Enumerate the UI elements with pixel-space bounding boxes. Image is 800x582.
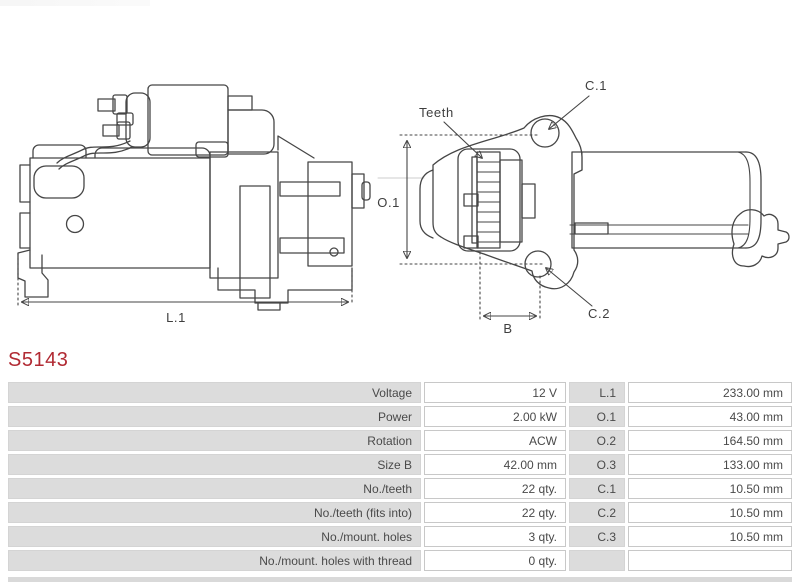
spec-value-1: 12 V [424, 382, 566, 403]
bolt-boss [240, 186, 270, 298]
spec-table [8, 382, 792, 574]
clutch-step [522, 184, 535, 218]
callout-c2 [546, 268, 610, 321]
o1-label: O.1 [377, 195, 400, 210]
teeth-label: Teeth [419, 105, 454, 120]
dimension-b [484, 316, 536, 336]
mount-hole-c1 [531, 119, 559, 147]
c2-label: C.2 [588, 306, 611, 321]
armature-shaft [570, 223, 748, 234]
spec-label-1: No./teeth (fits into) [8, 502, 421, 523]
starter-side-view-diagram [18, 85, 370, 325]
rear-flange [18, 165, 48, 297]
small-hole [330, 248, 338, 256]
spec-value-1: 22 qty. [424, 478, 566, 499]
b-label: B [503, 321, 513, 336]
spec-value-1: 3 qty. [424, 526, 566, 547]
l1-label: L.1 [166, 310, 186, 325]
spec-value-2: 10.50 mm [628, 502, 792, 523]
solenoid-step [228, 96, 252, 110]
callout-teeth [419, 105, 482, 158]
mounting-foot [218, 268, 352, 303]
spec-value-2 [628, 550, 792, 571]
c1-label: C.1 [585, 78, 608, 93]
part-number: S5143 [8, 349, 69, 371]
yoke-hole [67, 216, 84, 233]
spec-value-1: 42.00 mm [424, 454, 566, 475]
spec-label-2: C.3 [569, 526, 625, 547]
spec-label-1: No./teeth [8, 478, 421, 499]
housing-band-upper [280, 182, 340, 196]
spec-label-1: Voltage [8, 382, 421, 403]
spec-table-body [8, 382, 792, 571]
motor-yoke [30, 158, 210, 268]
technical-diagrams [0, 40, 800, 345]
spec-value-1: ACW [424, 430, 566, 451]
spec-value-1: 2.00 kW [424, 406, 566, 427]
spec-row [8, 406, 792, 427]
dimension-o1 [377, 141, 407, 258]
spec-label-2: O.2 [569, 430, 625, 451]
housing-seam [278, 136, 314, 158]
spec-label-2: C.2 [569, 502, 625, 523]
spec-row [8, 502, 792, 523]
spec-label-2 [569, 550, 625, 571]
solenoid-bracket [228, 110, 274, 154]
starter-front-view-diagram [377, 78, 789, 336]
next-row-partial [8, 577, 792, 582]
solenoid-body [148, 85, 228, 155]
callout-c1 [549, 78, 607, 129]
screen-capture-artifact [0, 0, 150, 6]
spec-value-2: 10.50 mm [628, 478, 792, 499]
nose-tip [362, 182, 370, 200]
spec-label-1: Power [8, 406, 421, 427]
spec-value-1: 22 qty. [424, 502, 566, 523]
spec-row [8, 454, 792, 475]
clutch-body [500, 160, 522, 242]
bracket-bump [420, 170, 433, 238]
spec-row [8, 430, 792, 451]
pinion-gear [464, 152, 500, 248]
spec-label-1: Rotation [8, 430, 421, 451]
spec-row [8, 526, 792, 547]
spec-label-2: O.3 [569, 454, 625, 475]
spec-value-2: 233.00 mm [628, 382, 792, 403]
spec-label-2: O.1 [569, 406, 625, 427]
spec-label-2: C.1 [569, 478, 625, 499]
dimension-l1 [18, 253, 352, 325]
spec-row [8, 382, 792, 403]
casting-contour [34, 166, 84, 198]
bracket-outline [433, 116, 582, 289]
spec-value-2: 133.00 mm [628, 454, 792, 475]
spec-value-2: 164.50 mm [628, 430, 792, 451]
spec-row [8, 478, 792, 499]
terminal-studs [98, 95, 133, 139]
spec-value-2: 10.50 mm [628, 526, 792, 547]
spec-row [8, 550, 792, 571]
foot-tab [258, 303, 280, 310]
housing-band-lower [280, 238, 344, 253]
spec-label-2: L.1 [569, 382, 625, 403]
spec-label-1: No./mount. holes [8, 526, 421, 547]
spec-value-1: 0 qty. [424, 550, 566, 571]
spec-label-1: Size B [8, 454, 421, 475]
spec-value-2: 43.00 mm [628, 406, 792, 427]
mount-hole-c2 [525, 251, 551, 277]
center-housing [210, 152, 278, 278]
spec-label-1: No./mount. holes with thread [8, 550, 421, 571]
